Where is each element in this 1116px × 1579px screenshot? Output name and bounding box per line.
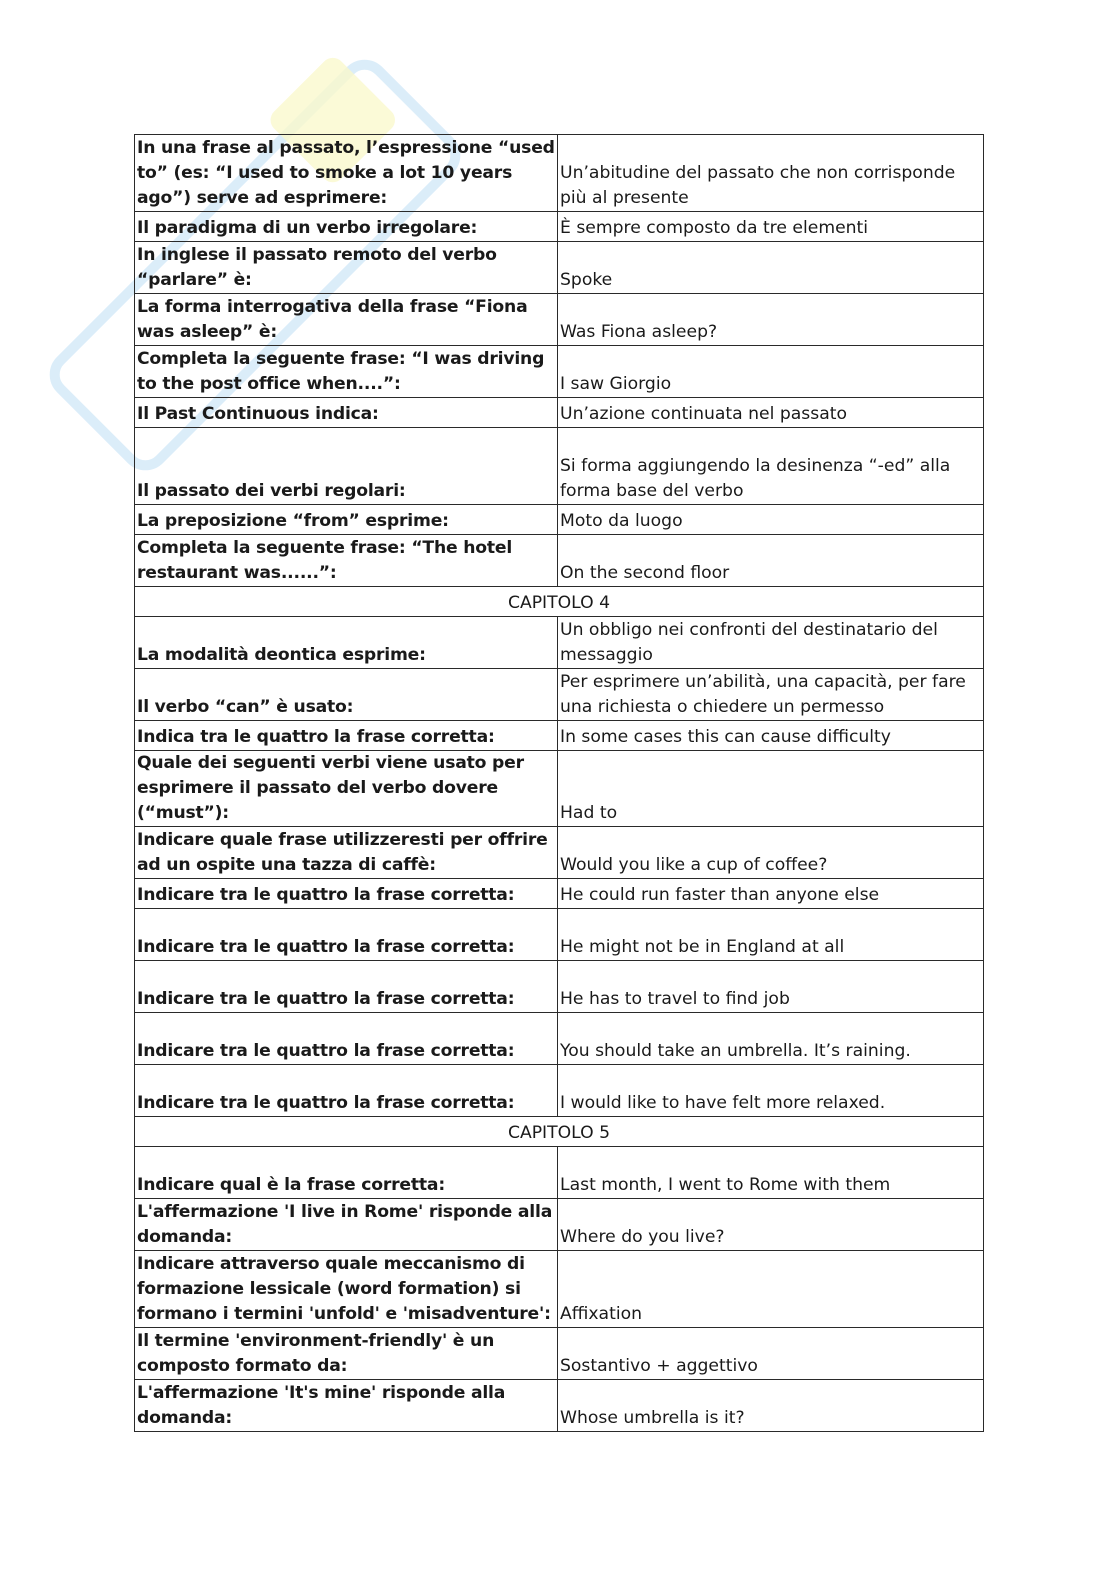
answer-cell: In some cases this can cause difficulty	[558, 721, 984, 751]
answer-cell: I would like to have felt more relaxed.	[558, 1065, 984, 1117]
answer-cell: He has to travel to find job	[558, 961, 984, 1013]
question-cell: Quale dei seguenti verbi viene usato per esprimere il passato del verbo dovere (“must”):	[135, 751, 558, 827]
question-cell: Indicare qual è la frase corretta:	[135, 1147, 558, 1199]
question-cell: Indicare tra le quattro la frase corretta:	[135, 909, 558, 961]
answer-cell: I saw Giorgio	[558, 346, 984, 398]
question-cell: La forma interrogativa della frase “Fiona was asleep” è:	[135, 294, 558, 346]
question-cell: Indicare tra le quattro la frase corretta:	[135, 961, 558, 1013]
question-cell: Il paradigma di un verbo irregolare:	[135, 212, 558, 242]
question-cell: Indica tra le quattro la frase corretta:	[135, 721, 558, 751]
answer-cell: Un’abitudine del passato che non corrisponde più al presente	[558, 135, 984, 212]
answer-cell: Spoke	[558, 242, 984, 294]
answer-cell: Moto da luogo	[558, 505, 984, 535]
question-cell: In inglese il passato remoto del verbo “parlare” è:	[135, 242, 558, 294]
answer-cell: Un’azione continuata nel passato	[558, 398, 984, 428]
answer-cell: Last month, I went to Rome with them	[558, 1147, 984, 1199]
question-cell: Indicare quale frase utilizzeresti per offrire ad un ospite una tazza di caffè:	[135, 827, 558, 879]
question-cell: Il Past Continuous indica:	[135, 398, 558, 428]
question-cell: In una frase al passato, l’espressione “used to” (es: “I used to smoke a lot 10 years ago”) serve ad esprimere:	[135, 135, 558, 212]
question-cell: La modalità deontica esprime:	[135, 617, 558, 669]
question-cell: Completa la seguente frase: “The hotel restaurant was......”:	[135, 535, 558, 587]
question-cell: Indicare tra le quattro la frase corretta:	[135, 879, 558, 909]
answer-cell: Per esprimere un’abilità, una capacità, per fare una richiesta o chiedere un permesso	[558, 669, 984, 721]
question-cell: Il termine 'environment-friendly' è un composto formato da:	[135, 1328, 558, 1380]
answer-cell: Sostantivo + aggettivo	[558, 1328, 984, 1380]
answer-cell: He might not be in England at all	[558, 909, 984, 961]
answer-cell: Affixation	[558, 1251, 984, 1328]
answer-cell: He could run faster than anyone else	[558, 879, 984, 909]
question-cell: L'affermazione 'It's mine' risponde alla domanda:	[135, 1380, 558, 1432]
question-cell: La preposizione “from” esprime:	[135, 505, 558, 535]
answer-cell: Was Fiona asleep?	[558, 294, 984, 346]
answer-cell: Where do you live?	[558, 1199, 984, 1251]
answer-cell: On the second floor	[558, 535, 984, 587]
section-heading-capitolo-5: CAPITOLO 5	[135, 1117, 984, 1147]
question-cell: Il passato dei verbi regolari:	[135, 428, 558, 505]
answer-cell: You should take an umbrella. It’s raining.	[558, 1013, 984, 1065]
question-cell: L'affermazione 'I live in Rome' risponde alla domanda:	[135, 1199, 558, 1251]
question-cell: Indicare attraverso quale meccanismo di formazione lessicale (word formation) si formano i termini 'unfold' e 'misadventure':	[135, 1251, 558, 1328]
answer-cell: È sempre composto da tre elementi	[558, 212, 984, 242]
question-cell: Indicare tra le quattro la frase corretta:	[135, 1013, 558, 1065]
answer-cell: Un obbligo nei confronti del destinatario del messaggio	[558, 617, 984, 669]
question-cell: Il verbo “can” è usato:	[135, 669, 558, 721]
question-cell: Indicare tra le quattro la frase corretta:	[135, 1065, 558, 1117]
question-cell: Completa la seguente frase: “I was driving to the post office when....”:	[135, 346, 558, 398]
answer-cell: Had to	[558, 751, 984, 827]
qa-table	[134, 134, 984, 1432]
section-heading-capitolo-4: CAPITOLO 4	[135, 587, 984, 617]
answer-cell: Would you like a cup of coffee?	[558, 827, 984, 879]
answer-cell: Si forma aggiungendo la desinenza “-ed” alla forma base del verbo	[558, 428, 984, 505]
answer-cell: Whose umbrella is it?	[558, 1380, 984, 1432]
